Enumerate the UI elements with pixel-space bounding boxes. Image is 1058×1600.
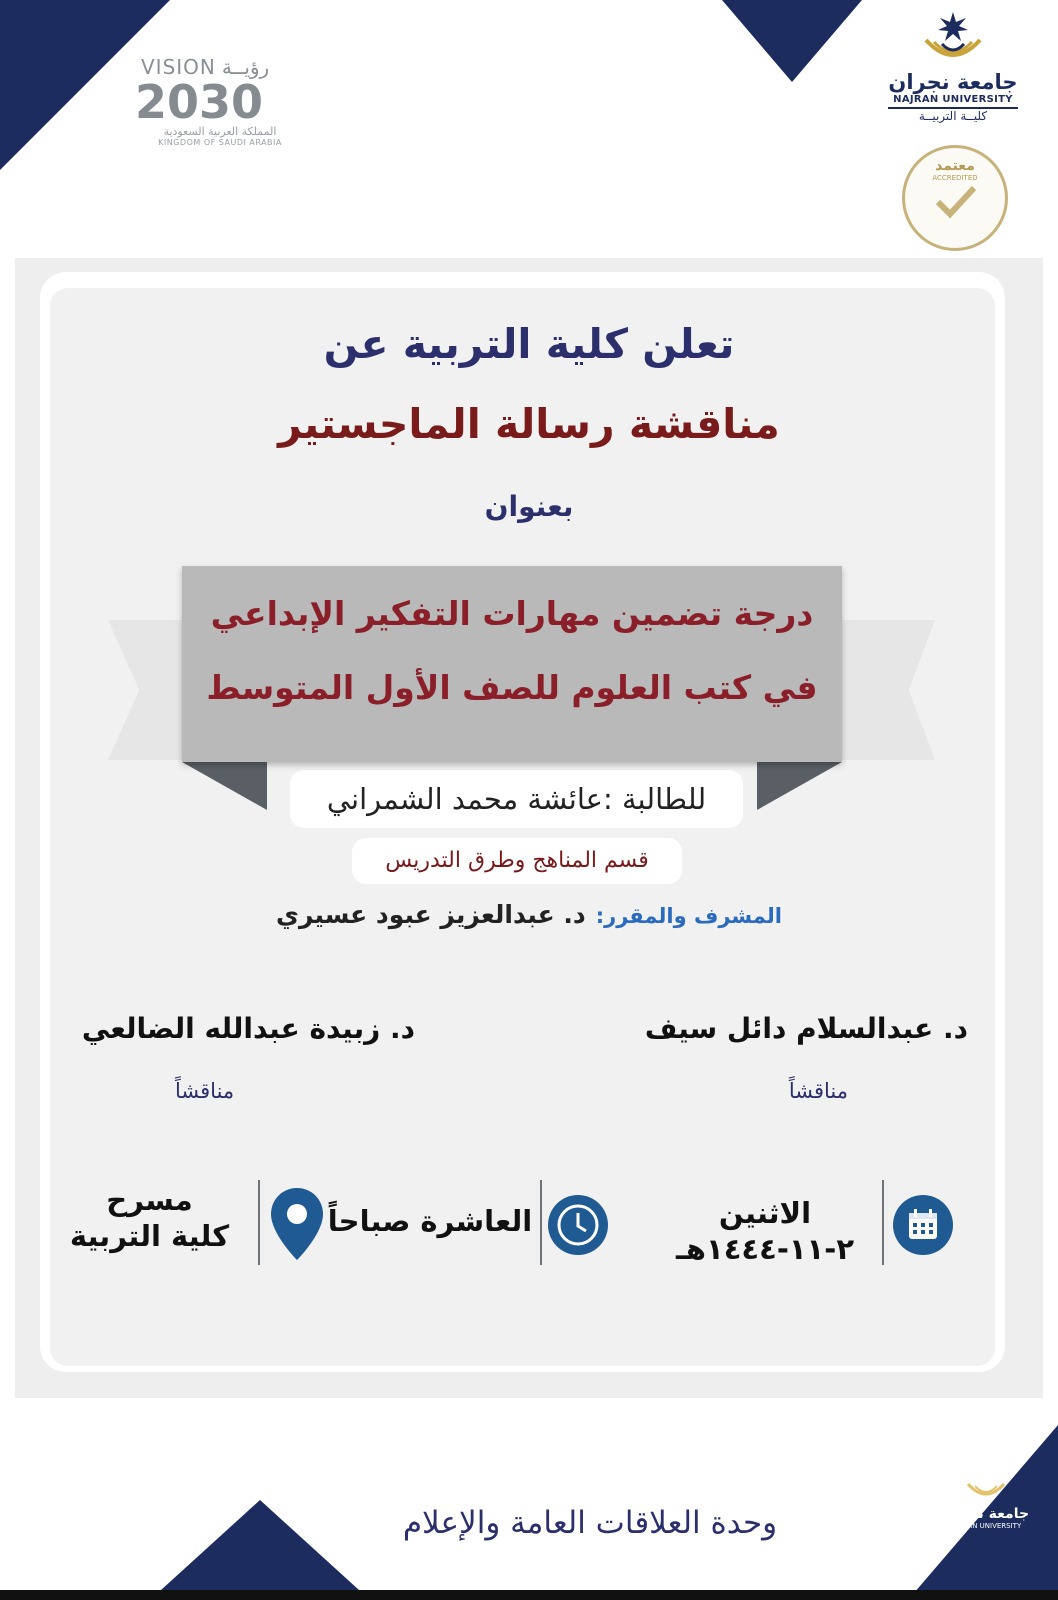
vision-year: 2030 — [135, 75, 264, 129]
location-pin-icon — [268, 1186, 326, 1262]
vision-2030-logo — [135, 55, 310, 155]
thesis-defense-heading: مناقشة رسالة الماجستير — [278, 400, 780, 448]
vision-en-text: VISION — [141, 55, 216, 79]
checkmark-icon — [930, 182, 980, 222]
examiner-1-name: د. عبدالسلام دائل سيف — [644, 1012, 968, 1045]
supervisor-name: د. عبدالعزيز عبود عسيري — [276, 900, 586, 929]
thesis-title-line2: في كتب العلوم للصف الأول المتوسط — [206, 668, 818, 707]
corner-triangle-bottom-left — [150, 1500, 370, 1600]
event-date — [660, 1195, 870, 1267]
clock-icon — [548, 1195, 608, 1255]
thesis-title-line1: درجة تضمين مهارات التفكير الإبداعي — [210, 594, 814, 633]
najran-emblem-icon — [918, 10, 988, 70]
accredited-seal — [902, 145, 1008, 251]
vision-ar-text: رؤيــة — [221, 55, 270, 79]
najran-university-logo — [878, 10, 1028, 135]
supervisor-label: المشرف والمقرر: — [595, 904, 782, 928]
bottom-bar — [0, 1590, 1058, 1600]
event-hijri-date: ٢-١١-١٤٤٤هـ — [675, 1232, 855, 1266]
thesis-title-banner — [182, 566, 842, 762]
event-day: الاثنين — [718, 1196, 812, 1230]
divider — [540, 1180, 542, 1265]
corner-triangle-top-middle — [722, 0, 862, 82]
venue-line2: كلية التربية — [69, 1219, 230, 1253]
footer-unit-name: وحدة العلاقات العامة والإعلام — [402, 1505, 778, 1541]
examiner-2-role: مناقشاً — [175, 1079, 235, 1103]
venue-line1: مسرح — [106, 1183, 193, 1217]
accredited-ar: معتمد — [935, 158, 975, 174]
divider — [258, 1180, 260, 1265]
calendar-icon — [893, 1195, 953, 1255]
accredited-en: ACCREDITED — [932, 174, 978, 182]
examiner-2 — [55, 1012, 415, 1103]
footer-logo-ar: جامعة نجران — [942, 1506, 1030, 1522]
footer-najran-logo — [936, 1462, 1036, 1530]
divider — [882, 1180, 884, 1265]
vision-kingdom-en: KINGDOM OF SAUDI ARABIA — [158, 138, 282, 147]
event-time: العاشرة صباحاً — [327, 1204, 533, 1238]
vision-kingdom-ar: المملكة العربية السعودية — [163, 125, 277, 138]
supervisor-line — [0, 900, 1058, 929]
examiner-1-role: مناقشاً — [788, 1079, 848, 1103]
university-name-en: NAJRAN UNIVERSITY — [893, 94, 1013, 105]
footer-logo-en: NAJRAN UNIVERSITY — [950, 1522, 1022, 1530]
announcement-heading: تعلن كلية التربية عن — [323, 320, 735, 368]
titled-label: بعنوان — [484, 490, 574, 523]
event-venue — [62, 1182, 237, 1254]
university-name-ar: جامعة نجران — [888, 70, 1018, 94]
najran-emblem-icon — [963, 1462, 1009, 1502]
college-name-ar: كليــة التربيــة — [888, 107, 1018, 123]
student-name: للطالبة :عائشة محمد الشمراني — [290, 770, 743, 828]
examiner-2-name: د. زبيدة عبدالله الضالعي — [81, 1012, 415, 1045]
department-name: قسم المناهج وطرق التدريس — [352, 838, 682, 884]
examiner-1 — [628, 1012, 968, 1103]
